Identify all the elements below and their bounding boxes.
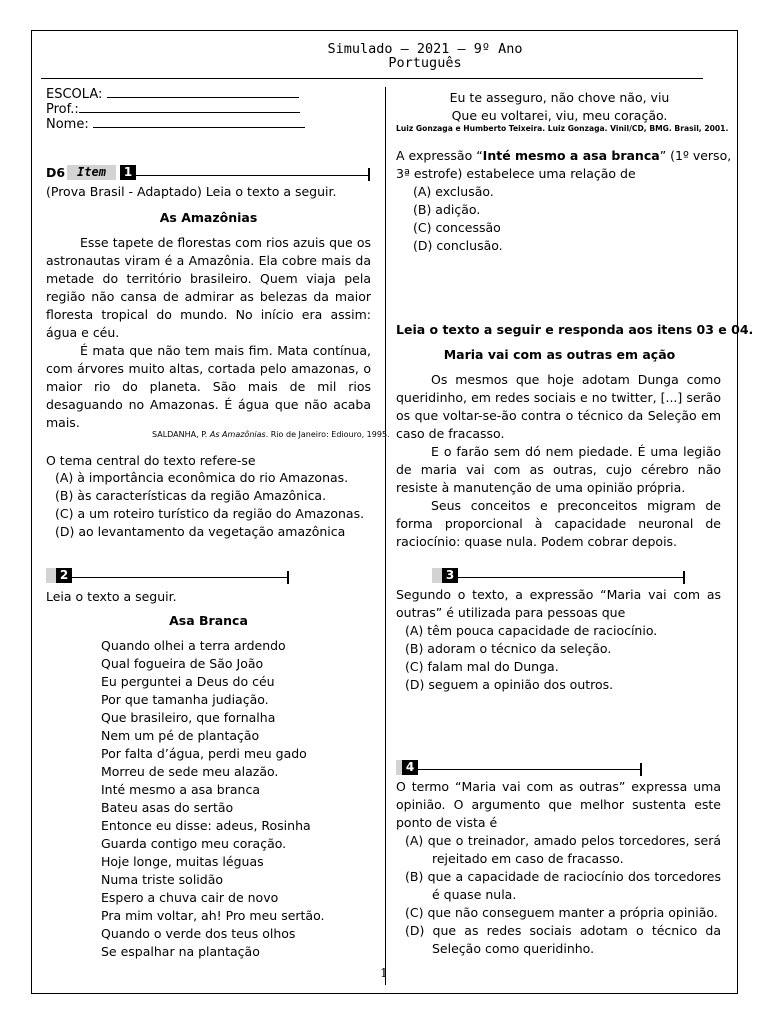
exam-subject: Português (388, 55, 462, 71)
item-3-question: Segundo o texto, a expressão “Maria vai com as (396, 587, 721, 602)
item-1-text-line: com árvores muito altas, cortada pelo amazonas, o (46, 361, 371, 376)
header-divider (41, 78, 703, 79)
poem-verse: Que brasileiro, que fornalha (101, 710, 276, 725)
item-1-text-title: As Amazônias (159, 210, 258, 225)
poem-verse: Se espalhar na plantação (101, 944, 260, 959)
item-2-option-c[interactable]: (C) concessão (413, 220, 501, 235)
item-2-question-line: 3ª estrofe) estabelece uma relação de (396, 166, 636, 181)
exam-title: Simulado – 2021 – 9º Ano (327, 41, 523, 57)
poem-verse: Pra mim voltar, ah! Pro meu sertão. (101, 908, 325, 923)
item-1-option-d[interactable]: (D) ao levantamento da vegetação amazônica (55, 524, 346, 539)
item-1-source: SALDANHA, P. As Amazônias. Rio de Janeiro: Ediouro, 1995. (152, 430, 390, 439)
poem-verse: Inté mesmo a asa branca (101, 782, 260, 797)
item-4-option-a-cont[interactable]: rejeitado em caso de fracasso. (432, 851, 624, 866)
item-4-option-d[interactable]: (D) que as redes sociais adotam o técnico da (405, 923, 721, 938)
item-3-number-bg (432, 568, 442, 583)
item-3-rule (458, 577, 684, 578)
school-field[interactable]: ESCOLA: (46, 87, 299, 103)
item-1-intro: (Prova Brasil - Adaptado) Leia o texto a seguir. (46, 184, 337, 199)
poem-verse: Numa triste solidão (101, 872, 224, 887)
text-03-04-line: forma proporcional à capacidade neuronal de (396, 516, 721, 531)
item-1-question: O tema central do texto refere-se (46, 453, 256, 468)
text-03-04-title: Maria vai com as outras em ação (443, 347, 676, 362)
item-1-text-line: mais. (46, 415, 80, 430)
text-03-04-line: resiste à manutenção de uma opinião própria. (396, 480, 686, 495)
teacher-blank[interactable] (79, 102, 300, 113)
item-1-text-line: astronautas viram é a Amazônia. Ela cobre mais da (46, 253, 371, 268)
item-label: Item (67, 165, 116, 180)
item-1-rule-end (368, 168, 370, 181)
item-3-rule-end (683, 571, 685, 584)
text-03-04-line: Seus conceitos e preconceitos migram de (431, 498, 721, 513)
poem-verse: Entonce eu disse: adeus, Rosinha (101, 818, 311, 833)
item-2-rule (72, 577, 288, 578)
poem-verse: Qual fogueira de São João (101, 656, 264, 671)
item-1-rule (136, 175, 369, 176)
item-4-question: O termo “Maria vai com as outras” expressa uma (396, 779, 721, 794)
text-03-04-line: Os mesmos que hoje adotam Dunga como (431, 372, 721, 387)
item-2-option-d[interactable]: (D) conclusão. (413, 238, 503, 253)
item-4-option-b[interactable]: (B) que a capacidade de raciocínio dos torcedores (405, 869, 721, 884)
item-3-option-d[interactable]: (D) seguem a opinião dos outros. (405, 677, 614, 692)
item-2-number-bg (46, 568, 56, 583)
item-4-question-line: ponto de vista é (396, 815, 498, 830)
text-03-04-line: os que voltar-se-ão contra o técnico da Seleção em (396, 408, 721, 423)
item-2-text-title: Asa Branca (169, 613, 248, 628)
name-field[interactable]: Nome: (46, 117, 305, 133)
poem-verse: Por falta d’água, perdi meu gado (101, 746, 307, 761)
item-1-text-line: maior rio do planeta. São mais de mil rios (46, 379, 371, 394)
descriptor-label: D6 (46, 165, 66, 180)
item-2-source: Luiz Gonzaga e Humberto Teixeira. Luiz Gonzaga. Vinil/CD, BMG. Brasil, 2001. (396, 124, 729, 133)
poem-verse: Nem um pé de plantação (101, 728, 260, 743)
school-blank[interactable] (107, 87, 299, 98)
page-number: 1 (380, 966, 388, 980)
item-1-option-b[interactable]: (B) às características da região Amazônica. (55, 488, 327, 503)
poem-verse: Espero a chuva cair de novo (101, 890, 279, 905)
poem-verse: Morreu de sede meu alazão. (101, 764, 279, 779)
poem-verse: Eu te asseguro, não chove não, viu (449, 90, 670, 105)
item-3-number: 3 (442, 568, 458, 583)
poem-verse: Por que tamanha judiação. (101, 692, 269, 707)
item-4-question-line: opinião. O argumento que melhor sustenta este (396, 797, 721, 812)
item-2-intro: Leia o texto a seguir. (46, 589, 177, 604)
item-1-text-line: desaguando no Amazonas. É água que não acaba (46, 397, 371, 412)
text-03-04-line: E o farão sem dó nem piedade. É uma legião (431, 444, 721, 459)
text-03-04-intro: Leia o texto a seguir e responda aos itens 03 e 04. (396, 322, 754, 337)
item-1-text-line: Esse tapete de florestas com rios azuis que os (80, 235, 371, 250)
item-3-question-line: outras” é utilizada para pessoas que (396, 605, 626, 620)
poem-verse: Bateu asas do sertão (101, 800, 234, 815)
item-2-rule-end (287, 571, 289, 584)
item-2-question: A expressão “Inté mesmo a asa branca” (1º verso, (396, 148, 732, 163)
text-03-04-line: raciocínio: quase nula. Podem cobrar depois. (396, 534, 678, 549)
item-1-option-a[interactable]: (A) à importância econômica do rio Amazonas. (55, 470, 349, 485)
poem-verse: Que eu voltarei, viu, meu coração. (451, 108, 668, 123)
item-2-option-b[interactable]: (B) adição. (413, 202, 481, 217)
item-4-number: 4 (402, 760, 418, 775)
teacher-field[interactable]: Prof.: (46, 102, 300, 118)
item-4-rule-end (640, 763, 642, 776)
item-1-number: 1 (120, 165, 136, 180)
text-03-04-line: de maria vai com as outras, cujo cérebro não (396, 462, 721, 477)
item-1-text-line: metade do território brasileiro. Quem viaja pela (46, 271, 371, 286)
item-4-option-b-cont[interactable]: é quase nula. (432, 887, 517, 902)
text-03-04-line: queridinho, em redes sociais e no twitter, [...] serão (396, 390, 721, 405)
poem-verse: Quando o verde dos teus olhos (101, 926, 296, 941)
item-4-option-c[interactable]: (C) que não conseguem manter a própria opinião. (405, 905, 718, 920)
item-1-text-line: água e céu. (46, 325, 120, 340)
text-03-04-line: caso de fracasso. (396, 426, 505, 441)
item-1-text-line: floresta tropical do mundo. No início era assim: (46, 307, 371, 322)
item-3-option-c[interactable]: (C) falam mal do Dunga. (405, 659, 559, 674)
poem-verse: Hoje longe, muitas léguas (101, 854, 264, 869)
name-blank[interactable] (93, 117, 305, 128)
column-divider (385, 87, 386, 985)
item-1-text-line: região não cansa de admirar as belezas da maior (46, 289, 371, 304)
item-4-option-a[interactable]: (A) que o treinador, amado pelos torcedores, será (405, 833, 721, 848)
item-3-option-b[interactable]: (B) adoram o técnico da seleção. (405, 641, 612, 656)
item-3-option-a[interactable]: (A) têm pouca capacidade de raciocínio. (405, 623, 658, 638)
item-4-rule (418, 769, 641, 770)
poem-verse: Eu perguntei a Deus do céu (101, 674, 275, 689)
item-1-text-line: É mata que não tem mais fim. Mata contínua, (80, 343, 371, 358)
item-1-option-c[interactable]: (C) a um roteiro turístico da região do Amazonas. (55, 506, 365, 521)
poem-verse: Quando olhei a terra ardendo (101, 638, 286, 653)
item-2-number: 2 (56, 568, 72, 583)
item-4-option-d-cont[interactable]: Seleção como queridinho. (432, 941, 595, 956)
item-2-option-a[interactable]: (A) exclusão. (413, 184, 494, 199)
poem-verse: Guarda contigo meu coração. (101, 836, 287, 851)
